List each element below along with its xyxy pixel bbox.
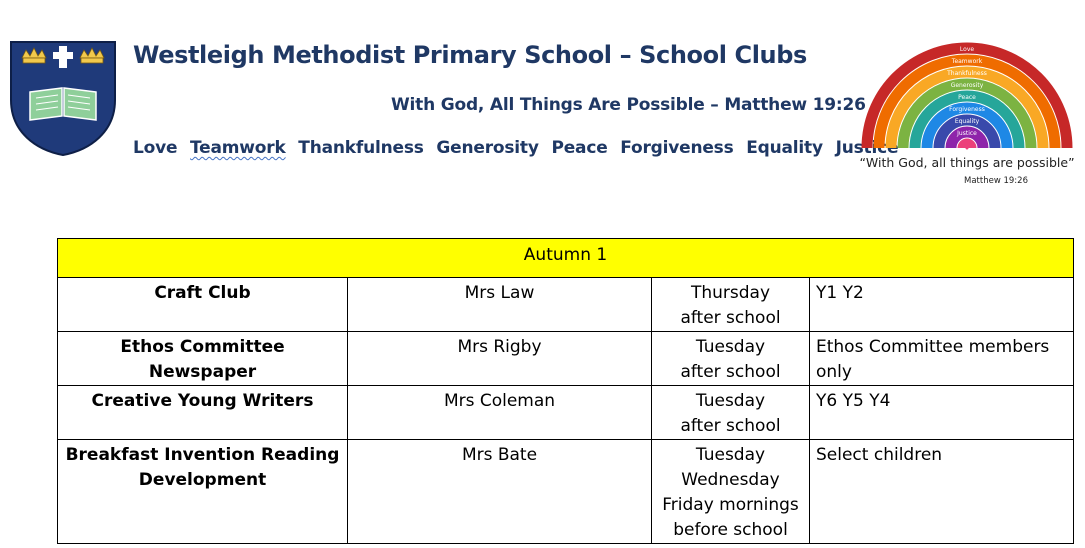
club-eligibility: Select children — [810, 440, 1074, 544]
schedule-line: after school — [680, 362, 781, 382]
schedule-line: Thursday — [690, 283, 771, 303]
rainbow-band — [963, 144, 971, 148]
schedule-line: Friday mornings — [662, 495, 799, 515]
value-teamwork: Teamwork — [190, 138, 286, 158]
rainbow-word: Love — [959, 46, 975, 53]
rainbow-word: Forgiveness — [949, 106, 985, 113]
value-forgiveness: Forgiveness — [620, 138, 734, 158]
rainbow-caption: “With God, all things are possible” — [859, 155, 1075, 170]
club-name: Ethos Committee Newspaper — [58, 332, 348, 386]
clubs-table — [57, 238, 1074, 544]
club-name: Creative Young Writers — [58, 386, 348, 440]
club-leader: Mrs Coleman — [348, 386, 652, 440]
value-justice: Justice — [835, 138, 899, 158]
club-eligibility: Y6 Y5 Y4 — [810, 386, 1074, 440]
club-name: Breakfast Invention Reading Development — [58, 440, 348, 544]
table-row — [58, 332, 1074, 386]
club-name: Craft Club — [58, 278, 348, 332]
value-peace: Peace — [551, 138, 608, 158]
club-leader: Mrs Rigby — [348, 332, 652, 386]
school-values — [133, 138, 903, 158]
schedule-line: Tuesday — [695, 445, 766, 465]
table-row — [58, 386, 1074, 440]
rainbow-word: Teamwork — [951, 58, 983, 65]
schedule-line: Tuesday — [695, 391, 766, 411]
table-row — [58, 440, 1074, 544]
rainbow-word: Thankfulness — [947, 70, 987, 77]
rainbow-word: Generosity — [950, 82, 984, 89]
club-eligibility: Y1 Y2 — [810, 278, 1074, 332]
rainbow-word: Equality — [954, 118, 980, 125]
schedule-line: Tuesday — [695, 337, 766, 357]
schedule-line: after school — [680, 416, 781, 436]
term-row — [58, 239, 1074, 278]
club-leader: Mrs Law — [348, 278, 652, 332]
schedule-line: after school — [680, 308, 781, 328]
school-crest-logo — [10, 40, 116, 156]
value-generosity: Generosity — [436, 138, 539, 158]
club-eligibility: Ethos Committee members only — [810, 332, 1074, 386]
schedule-line: Wednesday — [681, 470, 780, 490]
club-leader: Mrs Bate — [348, 440, 652, 544]
rainbow-word: Justice — [957, 130, 977, 137]
term-heading: Autumn 1 — [58, 239, 1074, 278]
club-schedule — [652, 332, 810, 386]
club-schedule — [652, 278, 810, 332]
rainbow-values-logo — [856, 30, 1078, 190]
table-row — [58, 278, 1074, 332]
school-motto: With God, All Things Are Possible – Matthew 19:26 — [391, 95, 866, 115]
rainbow-reference: Matthew 19:26 — [964, 176, 1028, 186]
value-thankfulness: Thankfulness — [298, 138, 424, 158]
page-title: Westleigh Methodist Primary School – School Clubs — [133, 41, 807, 69]
club-schedule — [652, 440, 810, 544]
rainbow-word: Peace — [958, 94, 976, 101]
club-schedule — [652, 386, 810, 440]
value-equality: Equality — [746, 138, 823, 158]
value-love: Love — [133, 138, 178, 158]
schedule-line: before school — [673, 520, 788, 540]
